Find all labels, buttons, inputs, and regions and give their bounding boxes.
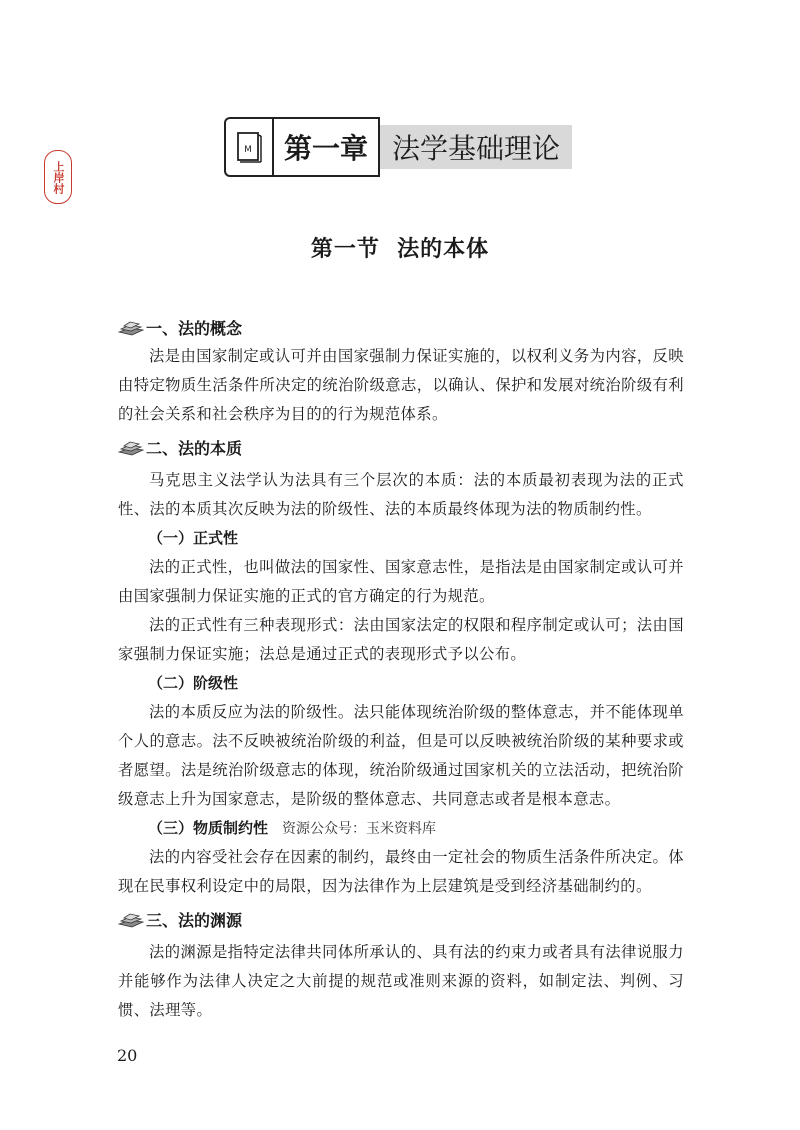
chapter-number: 第一章 [272, 117, 380, 177]
paragraph: 法的渊源是指特定法律共同体所承认的、具有法的约束力或者具有法律说服力并能够作为法律人决定之大前提的规范或准则来源的资料，如制定法、判例、习惯、法理等。 [118, 943, 684, 1019]
seal-stamp [44, 150, 72, 204]
paragraph: 法的正式性，也叫做法的国家性、国家意志性，是指法是由国家制定或认可并由国家强制力保证实施的正式的官方确定的行为规范。 [118, 558, 684, 605]
chapter-title: 法学基础理论 [380, 125, 572, 169]
page-number: 20 [117, 1046, 138, 1065]
heading-text: 二、法的本质 [146, 438, 243, 458]
subsection-heading: （一）正式性 [148, 529, 239, 547]
subsection-heading [118, 814, 684, 843]
heading-text: 三、法的渊源 [146, 910, 243, 930]
subsection-heading: （二）阶级性 [148, 674, 239, 692]
subsection-heading-text: （三）物质制约性 [148, 819, 269, 837]
source-note: 资源公众号：玉米资料库 [282, 821, 437, 837]
paragraph: 法是由国家制定或认可并由国家强制力保证实施的，以权利义务为内容，反映由特定物质生活条件所决定的统治阶级意志，以确认、保护和发展对统治阶级有利的社会关系和社会秩序为目的的行为规范体系。 [118, 347, 684, 423]
section-title: 第一节 法的本体 [310, 236, 490, 262]
section-heading [118, 312, 684, 342]
chapter-banner [224, 117, 572, 177]
book-m-icon [224, 117, 272, 177]
paragraph: 马克思主义法学认为法具有三个层次的本质：法的本质最初表现为法的正式性、法的本质其次反映为法的阶级性、法的本质最终体现为法的物质制约性。 [118, 471, 684, 518]
seal-text: 上岸村 [52, 160, 65, 194]
open-book-icon [118, 910, 144, 928]
svg-text:M: M [244, 145, 252, 155]
paragraph: 法的内容受社会存在因素的制约，最终由一定社会的物质生活条件所决定。体现在民事权利设定中的局限，因为法律作为上层建筑是受到经济基础制约的。 [118, 848, 684, 895]
main-content [118, 312, 684, 1025]
paragraph: 法的本质反应为法的阶级性。法只能体现统治阶级的整体意志，并不能体现单个人的意志。法不反映被统治阶级的利益，但是可以反映被统治阶级的某种要求或者愿望。法是统治阶级意志的体现，统治阶级通过国家机关的立法活动，把统治阶级意志上升为国家意志，是阶级的整体意志、共同意志或者是根本意志。 [118, 703, 684, 808]
open-book-icon [118, 318, 144, 336]
section-heading [118, 432, 684, 462]
heading-text: 一、法的概念 [146, 318, 243, 338]
paragraph: 法的正式性有三种表现形式：法由国家法定的权限和程序制定或认可；法由国家强制力保证实施；法总是通过正式的表现形式予以公布。 [118, 616, 684, 663]
section-heading [118, 904, 684, 934]
open-book-icon [118, 438, 144, 456]
